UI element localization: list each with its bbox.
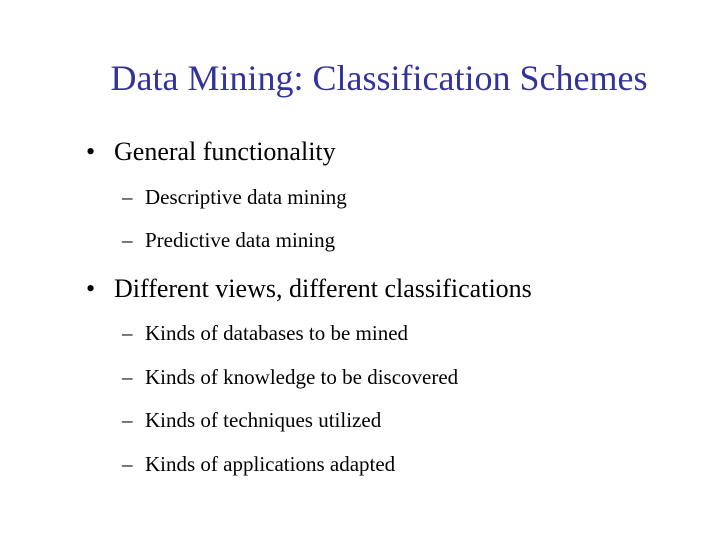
sub-bullet-text: Kinds of applications adapted xyxy=(145,452,396,476)
sub-bullet-marker: – xyxy=(122,452,133,476)
sub-bullet-marker: – xyxy=(122,228,133,252)
bullet-marker: • xyxy=(86,274,96,303)
sub-bullet-marker: – xyxy=(122,365,133,389)
sub-bullet-item xyxy=(122,320,408,346)
sub-bullet-item xyxy=(122,184,347,210)
sub-bullet-text: Descriptive data mining xyxy=(145,185,347,209)
sub-bullet-item xyxy=(122,227,335,253)
sub-bullet-item xyxy=(122,451,395,477)
bullet-marker: • xyxy=(86,137,96,166)
sub-bullet-item xyxy=(122,364,458,390)
sub-bullet-text: Kinds of knowledge to be discovered xyxy=(145,365,459,389)
slide-title: Data Mining: Classification Schemes xyxy=(110,58,648,98)
sub-bullet-marker: – xyxy=(122,185,133,209)
sub-bullet-text: Kinds of databases to be mined xyxy=(145,321,409,345)
bullet-item xyxy=(86,137,336,167)
sub-bullet-marker: – xyxy=(122,408,133,432)
bullet-item xyxy=(86,274,532,304)
bullet-text: General functionality xyxy=(114,137,336,166)
sub-bullet-marker: – xyxy=(122,321,133,345)
sub-bullet-item xyxy=(122,407,381,433)
bullet-text: Different views, different classifications xyxy=(114,274,532,303)
sub-bullet-text: Predictive data mining xyxy=(145,228,336,252)
sub-bullet-text: Kinds of techniques utilized xyxy=(145,408,382,432)
